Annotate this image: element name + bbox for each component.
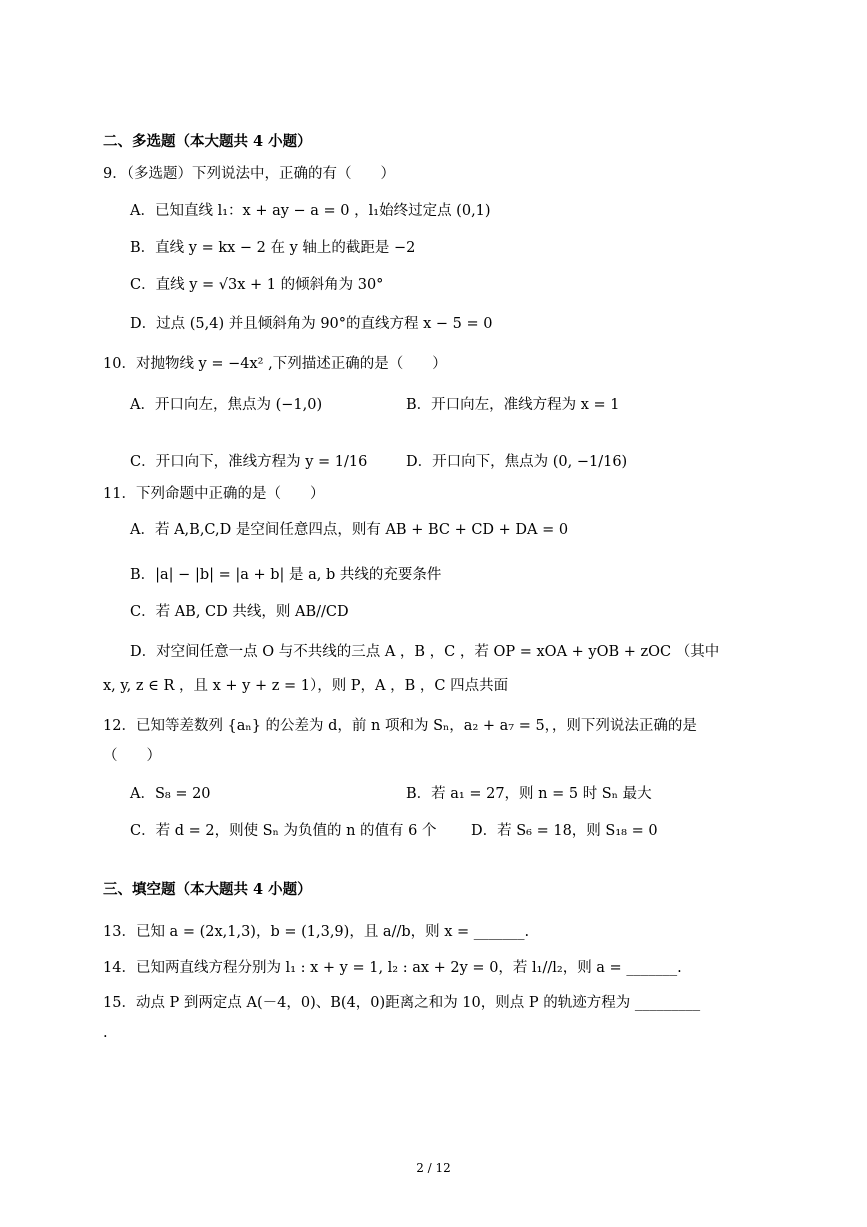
question-14: 14．已知两直线方程分别为 l₁ : x + y = 1, l₂ : ax + 2y = 0，若 l₁//l₂，则 a = _______. bbox=[103, 960, 682, 976]
section-heading-multi-choice: 二、多选题（本大题共 4 小题） bbox=[103, 133, 312, 150]
question-12-stem: 12．已知等差数列 {aₙ} 的公差为 d，前 n 项和为 Sₙ，a₂ + a₇ = 5，，则下列说法正确的是 bbox=[103, 718, 697, 734]
question-11-option-d-line1: D．对空间任意一点 O 与不共线的三点 A ，B ，C ，若 OP = xOA + yOB + zOC （其中 bbox=[130, 644, 720, 660]
section-heading-fill-blank: 三、填空题（本大题共 4 小题） bbox=[103, 881, 312, 898]
question-10-option-d: D．开口向下，焦点为 (0, −1/16) bbox=[406, 454, 628, 470]
question-11-option-d-line2: x, y, z ∈ R ，且 x + y + z = 1），则 P，A ，B ，C 四点共面 bbox=[103, 678, 509, 694]
question-11-option-c: C．若 AB, CD 共线，则 AB//CD bbox=[130, 604, 349, 620]
question-10-option-b: B．开口向左，准线方程为 x = 1 bbox=[406, 397, 620, 413]
question-9-option-b: B．直线 y = kx − 2 在 y 轴上的截距是 −2 bbox=[130, 240, 416, 256]
question-12-option-c: C．若 d = 2，则使 Sₙ 为负值的 n 的值有 6 个 bbox=[130, 823, 437, 839]
question-10-stem: 10．对抛物线 y = −4x² ,下列描述正确的是（ ） bbox=[103, 356, 447, 372]
question-12-option-b: B．若 a₁ = 27，则 n = 5 时 Sₙ 最大 bbox=[406, 786, 652, 802]
question-9-stem: 9．（多选题）下列说法中，正确的有（ ） bbox=[103, 166, 395, 182]
page-number: 2 / 12 bbox=[416, 1161, 451, 1175]
question-9-option-d: D．过点 (5,4) 并且倾斜角为 90°的直线方程 x − 5 = 0 bbox=[130, 316, 493, 332]
question-11-stem: 11．下列命题中正确的是（ ） bbox=[103, 486, 325, 502]
question-10-option-c: C．开口向下，准线方程为 y = 1/16 bbox=[130, 454, 368, 470]
question-12-option-d: D．若 S₆ = 18，则 S₁₈ = 0 bbox=[471, 823, 658, 839]
question-11-option-b: B．|a| − |b| = |a + b| 是 a, b 共线的充要条件 bbox=[130, 567, 442, 583]
question-10-option-a: A．开口向左，焦点为 (−1,0) bbox=[130, 397, 323, 413]
question-12-option-a: A．S₈ = 20 bbox=[130, 786, 211, 802]
question-12-stem-paren: （ ） bbox=[103, 748, 161, 764]
question-15-tail: . bbox=[103, 1025, 108, 1041]
question-15: 15．动点 P 到两定点 A(－4，0)、B(4，0)距离之和为 10，则点 P 的轨迹方程为 _________ bbox=[103, 995, 701, 1011]
question-9-option-a: A．已知直线 l₁：x + ay − a = 0 ，l₁始终过定点 (0,1) bbox=[130, 203, 491, 219]
question-9-option-c: C．直线 y = √3x + 1 的倾斜角为 30° bbox=[130, 277, 384, 293]
question-13: 13．已知 a = (2x,1,3)，b = (1,3,9)，且 a//b，则 x = _______. bbox=[103, 924, 530, 940]
question-11-option-a: A．若 A,B,C,D 是空间任意四点，则有 AB + BC + CD + DA = 0 bbox=[130, 522, 569, 538]
